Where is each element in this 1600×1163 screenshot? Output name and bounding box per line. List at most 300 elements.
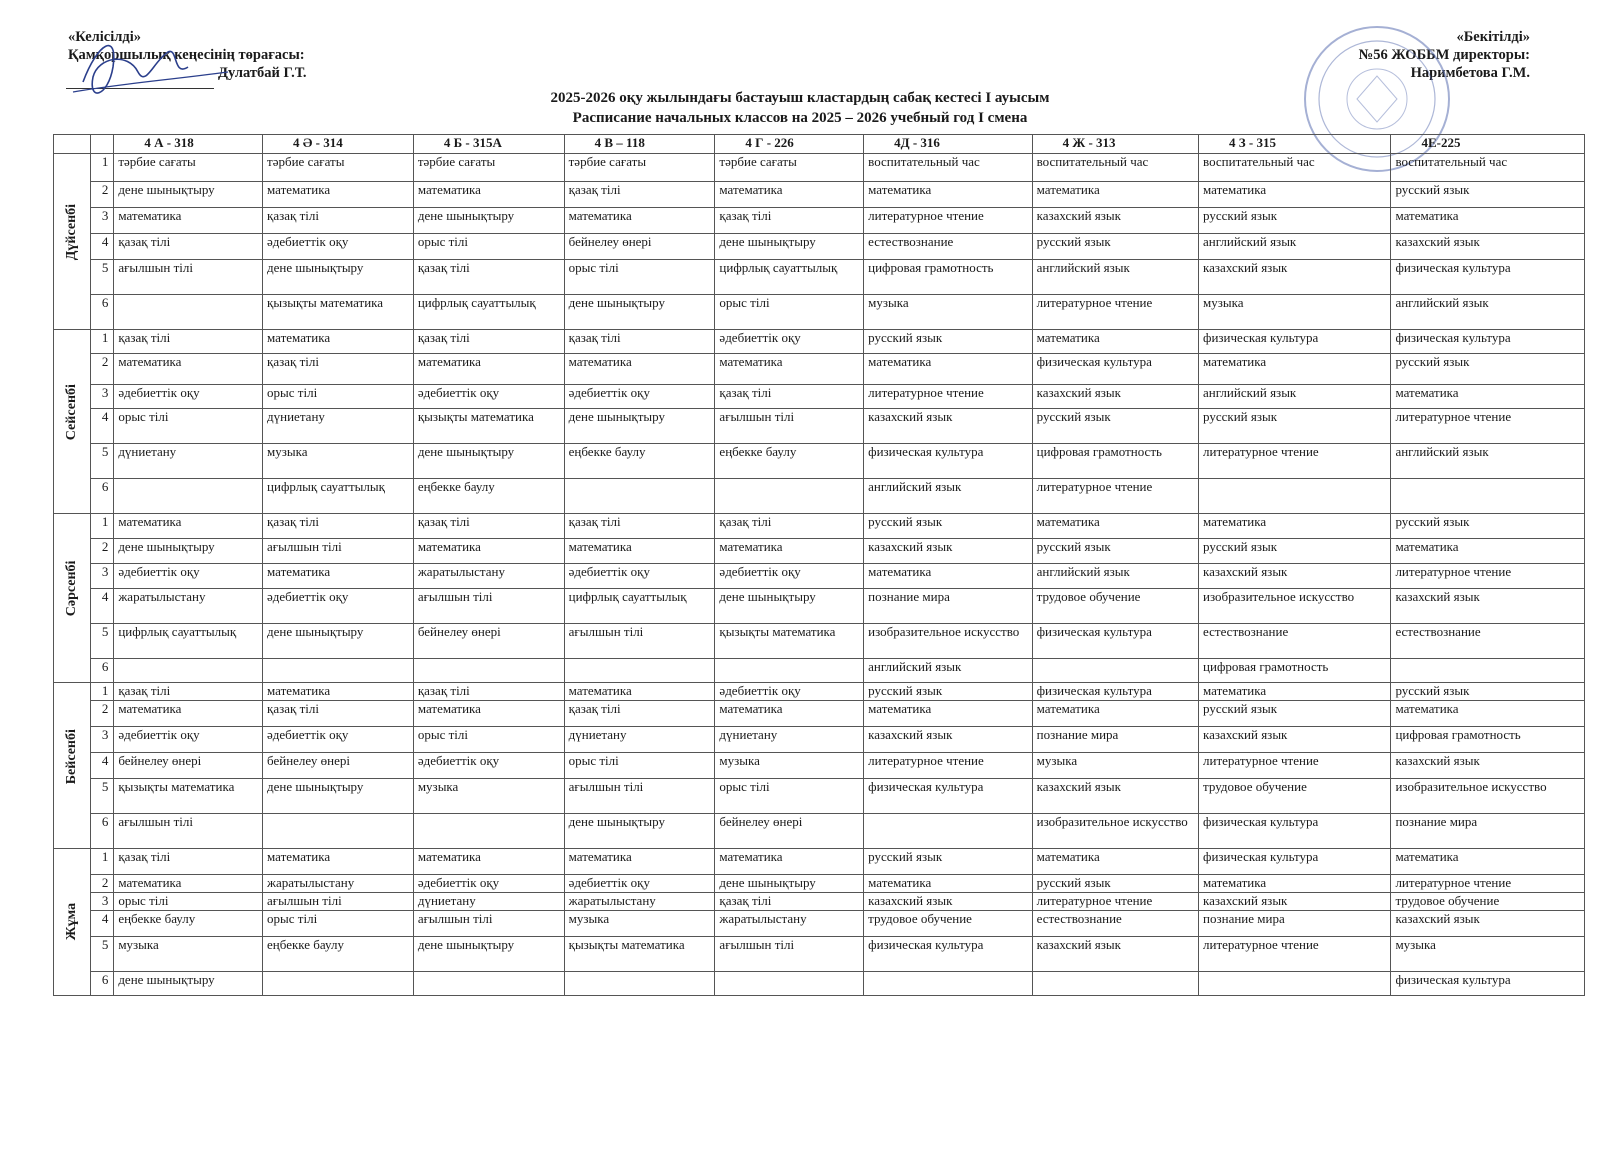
subject-cell: познание мира (1391, 814, 1585, 849)
subject-cell: познание мира (864, 589, 1032, 624)
subject-cell: математика (413, 182, 564, 208)
lesson-row (54, 659, 1585, 683)
subject-cell: физическая культура (1391, 330, 1585, 354)
lesson-row (54, 234, 1585, 260)
subject-cell: дене шынықтыру (715, 589, 864, 624)
subject-cell: математика (413, 849, 564, 875)
lesson-number: 2 (91, 701, 114, 727)
subject-cell: физическая культура (1391, 260, 1585, 295)
subject-cell: изобразительное искусство (1391, 779, 1585, 814)
subject-cell: қызықты математика (114, 779, 263, 814)
subject-cell: английский язык (864, 659, 1032, 683)
class-header: 4Е-225 (1391, 135, 1585, 154)
subject-cell: математика (1199, 182, 1391, 208)
lesson-row (54, 701, 1585, 727)
subject-cell: еңбекке баулу (263, 937, 414, 972)
subject-cell: английский язык (864, 479, 1032, 514)
subject-cell: әдебиеттік оқу (263, 589, 414, 624)
subject-cell (1391, 479, 1585, 514)
subject-cell: қазақ тілі (564, 182, 715, 208)
subject-cell (864, 814, 1032, 849)
subject-cell: орыс тілі (413, 234, 564, 260)
day-label-cell (54, 514, 91, 683)
subject-cell: ағылшын тілі (263, 539, 414, 564)
subject-cell: литературное чтение (1391, 564, 1585, 589)
subject-cell: ағылшын тілі (564, 624, 715, 659)
subject-cell: воспитательный час (1032, 154, 1198, 182)
subject-cell: математика (263, 330, 414, 354)
subject-cell: дене шынықтыру (114, 539, 263, 564)
subject-cell: бейнелеу өнері (564, 234, 715, 260)
subject-cell: физическая культура (1391, 972, 1585, 996)
subject-cell: математика (1391, 385, 1585, 409)
subject-cell: казахский язык (1032, 208, 1198, 234)
subject-cell: дене шынықтыру (715, 234, 864, 260)
subject-cell: английский язык (1032, 564, 1198, 589)
lesson-number: 1 (91, 849, 114, 875)
subject-cell: орыс тілі (263, 911, 414, 937)
subject-cell: математика (263, 849, 414, 875)
subject-cell: цифрлық сауаттылық (564, 589, 715, 624)
subject-cell: музыка (715, 753, 864, 779)
subject-cell: литературное чтение (1199, 937, 1391, 972)
class-header: 4 А - 318 (114, 135, 263, 154)
subject-cell: литературное чтение (864, 753, 1032, 779)
subject-cell (715, 659, 864, 683)
subject-cell: музыка (1199, 295, 1391, 330)
subject-cell: математика (1199, 514, 1391, 539)
subject-cell: физическая культура (864, 444, 1032, 479)
agreed-position: Қамқоршылық кеңесінің төрағасы: (68, 47, 305, 63)
subject-cell (114, 479, 263, 514)
lesson-number: 6 (91, 659, 114, 683)
subject-cell: қазақ тілі (114, 330, 263, 354)
subject-cell: қазақ тілі (263, 208, 414, 234)
class-header: 4Д - 316 (864, 135, 1032, 154)
subject-cell: математика (413, 701, 564, 727)
subject-cell: русский язык (1391, 683, 1585, 701)
subject-cell (413, 814, 564, 849)
lesson-number: 4 (91, 911, 114, 937)
subject-cell: дене шынықтыру (263, 779, 414, 814)
schedule-body (54, 154, 1585, 996)
subject-cell: математика (1391, 849, 1585, 875)
subject-cell: орыс тілі (413, 727, 564, 753)
subject-cell: математика (864, 354, 1032, 385)
lesson-number: 2 (91, 875, 114, 893)
lesson-number: 5 (91, 444, 114, 479)
subject-cell: тәрбие сағаты (413, 154, 564, 182)
subject-cell: әдебиеттік оқу (715, 330, 864, 354)
lesson-row (54, 911, 1585, 937)
lesson-number: 3 (91, 564, 114, 589)
subject-cell: математика (864, 564, 1032, 589)
subject-cell: ағылшын тілі (114, 814, 263, 849)
subject-cell: математика (114, 875, 263, 893)
day-label-cell (54, 330, 91, 514)
subject-cell: трудовое обучение (864, 911, 1032, 937)
subject-cell: қызықты математика (564, 937, 715, 972)
subject-cell (715, 972, 864, 996)
subject-cell: познание мира (1199, 911, 1391, 937)
subject-cell (263, 972, 414, 996)
subject-cell: казахский язык (1032, 385, 1198, 409)
subject-cell: математика (1199, 875, 1391, 893)
subject-cell: дене шынықтыру (564, 295, 715, 330)
approved-name: Наримбетова Г.М. (1410, 65, 1530, 81)
subject-cell (564, 659, 715, 683)
subject-cell: еңбекке баулу (715, 444, 864, 479)
subject-cell: казахский язык (1199, 727, 1391, 753)
subject-cell: английский язык (1032, 260, 1198, 295)
subject-cell: дене шынықтыру (263, 260, 414, 295)
subject-cell: трудовое обучение (1032, 589, 1198, 624)
lesson-row (54, 589, 1585, 624)
subject-cell: изобразительное искусство (864, 624, 1032, 659)
subject-cell: дене шынықтыру (564, 409, 715, 444)
subject-cell: математика (114, 354, 263, 385)
subject-cell: ағылшын тілі (413, 589, 564, 624)
subject-cell: физическая культура (1199, 849, 1391, 875)
lesson-row (54, 814, 1585, 849)
subject-cell: русский язык (1032, 875, 1198, 893)
subject-cell: литературное чтение (1391, 409, 1585, 444)
lesson-row (54, 514, 1585, 539)
subject-cell: цифрлық сауаттылық (263, 479, 414, 514)
day-label: Сейсенбі (64, 383, 80, 440)
subject-cell: орыс тілі (114, 893, 263, 911)
subject-cell: ағылшын тілі (263, 893, 414, 911)
lesson-number: 6 (91, 479, 114, 514)
day-label: Бейсенбі (64, 728, 80, 784)
subject-cell: орыс тілі (564, 260, 715, 295)
lesson-number: 3 (91, 727, 114, 753)
subject-cell: ағылшын тілі (114, 260, 263, 295)
subject-cell (413, 659, 564, 683)
lesson-row (54, 539, 1585, 564)
lesson-number: 4 (91, 753, 114, 779)
subject-cell: воспитательный час (1199, 154, 1391, 182)
subject-cell: русский язык (1032, 234, 1198, 260)
subject-cell: математика (564, 354, 715, 385)
subject-cell: естествознание (864, 234, 1032, 260)
agreed-label: «Келісілді» (68, 29, 142, 45)
lesson-row (54, 875, 1585, 893)
subject-cell (564, 479, 715, 514)
subject-cell: русский язык (864, 849, 1032, 875)
subject-cell: математика (1199, 354, 1391, 385)
subject-cell: әдебиеттік оқу (114, 385, 263, 409)
subject-cell: литературное чтение (1032, 479, 1198, 514)
subject-cell: дене шынықтыру (263, 624, 414, 659)
subject-cell: қазақ тілі (114, 849, 263, 875)
subject-cell: цифровая грамотность (1391, 727, 1585, 753)
subject-cell: дене шынықтыру (564, 814, 715, 849)
subject-cell: казахский язык (1032, 779, 1198, 814)
subject-cell: қазақ тілі (263, 701, 414, 727)
lesson-row (54, 208, 1585, 234)
lesson-number: 1 (91, 514, 114, 539)
subject-cell: жаратылыстану (114, 589, 263, 624)
lesson-row (54, 564, 1585, 589)
subject-cell: казахский язык (1391, 753, 1585, 779)
class-header: 4 З - 315 (1199, 135, 1391, 154)
subject-cell: казахский язык (864, 727, 1032, 753)
subject-cell: казахский язык (864, 409, 1032, 444)
subject-cell: математика (864, 182, 1032, 208)
subject-cell: әдебиеттік оқу (564, 875, 715, 893)
subject-cell: тәрбие сағаты (564, 154, 715, 182)
lesson-number: 4 (91, 589, 114, 624)
subject-cell: русский язык (864, 683, 1032, 701)
subject-cell: казахский язык (1199, 564, 1391, 589)
subject-cell: дене шынықтыру (114, 972, 263, 996)
subject-cell: литературное чтение (1199, 444, 1391, 479)
lesson-row (54, 779, 1585, 814)
subject-cell: дүниетану (564, 727, 715, 753)
subject-cell: қазақ тілі (715, 208, 864, 234)
subject-cell: дене шынықтыру (413, 444, 564, 479)
subject-cell: казахский язык (1391, 234, 1585, 260)
subject-cell: физическая культура (864, 779, 1032, 814)
subject-cell: литературное чтение (1032, 295, 1198, 330)
subject-cell: математика (1391, 539, 1585, 564)
subject-cell: математика (413, 354, 564, 385)
day-label: Жұма (64, 902, 80, 941)
lesson-number: 2 (91, 354, 114, 385)
subject-cell: казахский язык (864, 893, 1032, 911)
subject-cell: математика (1032, 514, 1198, 539)
subject-cell: цифровая грамотность (1199, 659, 1391, 683)
subject-cell: русский язык (864, 514, 1032, 539)
class-header: 4 Ж - 313 (1032, 135, 1198, 154)
lesson-number: 1 (91, 154, 114, 182)
subject-cell: естествознание (1391, 624, 1585, 659)
corner-cell (91, 135, 114, 154)
day-label-cell (54, 154, 91, 330)
lesson-number: 2 (91, 182, 114, 208)
lesson-number: 1 (91, 683, 114, 701)
subject-cell: орыс тілі (715, 295, 864, 330)
corner-cell (54, 135, 91, 154)
subject-cell: дене шынықтыру (413, 208, 564, 234)
lesson-row (54, 727, 1585, 753)
day-label: Дүйсенбі (64, 203, 80, 260)
subject-cell (1032, 659, 1198, 683)
lesson-number: 2 (91, 539, 114, 564)
subject-cell: қазақ тілі (564, 701, 715, 727)
subject-cell: физическая культура (1032, 624, 1198, 659)
subject-cell: қазақ тілі (413, 683, 564, 701)
lesson-row (54, 385, 1585, 409)
class-header: 4 Ә - 314 (263, 135, 414, 154)
class-header: 4 В – 118 (564, 135, 715, 154)
subject-cell: жаратылыстану (413, 564, 564, 589)
subject-cell: әдебиеттік оқу (715, 564, 864, 589)
lesson-number: 6 (91, 814, 114, 849)
subject-cell (263, 814, 414, 849)
lesson-number: 4 (91, 409, 114, 444)
subject-cell (413, 972, 564, 996)
lesson-number: 6 (91, 972, 114, 996)
lesson-row (54, 444, 1585, 479)
subject-cell: английский язык (1391, 295, 1585, 330)
subject-cell (263, 659, 414, 683)
subject-cell: әдебиеттік оқу (263, 234, 414, 260)
subject-cell: математика (715, 182, 864, 208)
subject-cell: изобразительное искусство (1032, 814, 1198, 849)
subject-cell: естествознание (1199, 624, 1391, 659)
subject-cell: әдебиеттік оқу (413, 875, 564, 893)
subject-cell: жаратылыстану (715, 911, 864, 937)
subject-cell: изобразительное искусство (1199, 589, 1391, 624)
day-label-cell (54, 849, 91, 996)
subject-cell: цифровая грамотность (1032, 444, 1198, 479)
subject-cell: тәрбие сағаты (715, 154, 864, 182)
subject-cell: математика (564, 849, 715, 875)
subject-cell: математика (263, 182, 414, 208)
subject-cell: цифрлық сауаттылық (413, 295, 564, 330)
subject-cell: әдебиеттік оқу (114, 727, 263, 753)
subject-cell: еңбекке баулу (413, 479, 564, 514)
subject-cell: математика (864, 875, 1032, 893)
subject-cell (1032, 972, 1198, 996)
subject-cell: математика (114, 514, 263, 539)
subject-cell: қазақ тілі (413, 260, 564, 295)
subject-cell: физическая культура (1032, 683, 1198, 701)
subject-cell: қазақ тілі (564, 330, 715, 354)
subject-cell: жаратылыстану (564, 893, 715, 911)
subject-cell: русский язык (1032, 539, 1198, 564)
subject-cell: орыс тілі (114, 409, 263, 444)
subject-cell: математика (864, 701, 1032, 727)
subject-cell: орыс тілі (715, 779, 864, 814)
subject-cell: русский язык (864, 330, 1032, 354)
subject-cell: трудовое обучение (1199, 779, 1391, 814)
subject-cell: математика (1391, 701, 1585, 727)
subject-cell: әдебиеттік оқу (715, 683, 864, 701)
subject-cell: дене шынықтыру (715, 875, 864, 893)
subject-cell: әдебиеттік оқу (564, 564, 715, 589)
class-header: 4 Г - 226 (715, 135, 864, 154)
subject-cell: бейнелеу өнері (114, 753, 263, 779)
subject-cell: қазақ тілі (263, 354, 414, 385)
subject-cell: русский язык (1199, 208, 1391, 234)
subject-cell: трудовое обучение (1391, 893, 1585, 911)
title-kazakh: 2025-2026 оқу жылындағы бастауыш кластардың сабақ кестесі І ауысым (550, 90, 1050, 106)
subject-cell: музыка (1391, 937, 1585, 972)
subject-cell: физическая культура (1199, 814, 1391, 849)
subject-cell: математика (114, 701, 263, 727)
lesson-row (54, 354, 1585, 385)
lesson-row (54, 893, 1585, 911)
subject-cell: музыка (564, 911, 715, 937)
subject-cell: русский язык (1199, 539, 1391, 564)
lesson-number: 4 (91, 234, 114, 260)
subject-cell: қазақ тілі (263, 514, 414, 539)
subject-cell: қазақ тілі (114, 683, 263, 701)
subject-cell: цифровая грамотность (864, 260, 1032, 295)
lesson-row (54, 624, 1585, 659)
lesson-row (54, 972, 1585, 996)
subject-cell: музыка (114, 937, 263, 972)
lesson-row (54, 479, 1585, 514)
lesson-row (54, 182, 1585, 208)
subject-cell: еңбекке баулу (114, 911, 263, 937)
subject-cell: қазақ тілі (715, 893, 864, 911)
day-label: Сәрсенбі (64, 560, 80, 617)
subject-cell: дене шынықтыру (114, 182, 263, 208)
subject-cell: қазақ тілі (413, 330, 564, 354)
subject-cell: математика (715, 701, 864, 727)
subject-cell: қызықты математика (715, 624, 864, 659)
subject-cell: қазақ тілі (564, 514, 715, 539)
lesson-number: 5 (91, 937, 114, 972)
subject-cell: математика (715, 539, 864, 564)
subject-cell: математика (564, 683, 715, 701)
subject-cell: математика (564, 539, 715, 564)
class-header-row (54, 135, 1585, 154)
subject-cell: еңбекке баулу (564, 444, 715, 479)
subject-cell: орыс тілі (564, 753, 715, 779)
lesson-row (54, 937, 1585, 972)
subject-cell: музыка (413, 779, 564, 814)
subject-cell: естествознание (1032, 911, 1198, 937)
subject-cell: физическая культура (1199, 330, 1391, 354)
subject-cell: литературное чтение (864, 385, 1032, 409)
subject-cell: әдебиеттік оқу (114, 564, 263, 589)
subject-cell (114, 659, 263, 683)
lesson-row (54, 330, 1585, 354)
lesson-row (54, 683, 1585, 701)
subject-cell (715, 479, 864, 514)
subject-cell (1391, 659, 1585, 683)
schedule-table (53, 134, 1585, 996)
subject-cell: литературное чтение (1391, 875, 1585, 893)
subject-cell: қазақ тілі (715, 514, 864, 539)
subject-cell: английский язык (1199, 385, 1391, 409)
subject-cell: дүниетану (413, 893, 564, 911)
subject-cell: математика (413, 539, 564, 564)
subject-cell: воспитательный час (1391, 154, 1585, 182)
lesson-row (54, 409, 1585, 444)
subject-cell: математика (1032, 330, 1198, 354)
class-header: 4 Б - 315А (413, 135, 564, 154)
subject-cell: математика (263, 683, 414, 701)
subject-cell: математика (263, 564, 414, 589)
subject-cell: қазақ тілі (715, 385, 864, 409)
subject-cell: казахский язык (1391, 589, 1585, 624)
subject-cell: ағылшын тілі (715, 409, 864, 444)
lesson-number: 3 (91, 208, 114, 234)
subject-cell: физическая культура (864, 937, 1032, 972)
subject-cell: математика (1199, 683, 1391, 701)
subject-cell: литературное чтение (864, 208, 1032, 234)
subject-cell: математика (1032, 701, 1198, 727)
subject-cell: тәрбие сағаты (114, 154, 263, 182)
subject-cell: ағылшын тілі (715, 937, 864, 972)
day-label-cell (54, 683, 91, 849)
lesson-number: 1 (91, 330, 114, 354)
subject-cell (564, 972, 715, 996)
lesson-number: 3 (91, 385, 114, 409)
subject-cell (114, 295, 263, 330)
subject-cell: ағылшын тілі (413, 911, 564, 937)
lesson-number: 6 (91, 295, 114, 330)
subject-cell: музыка (263, 444, 414, 479)
lesson-row (54, 849, 1585, 875)
lesson-row (54, 260, 1585, 295)
